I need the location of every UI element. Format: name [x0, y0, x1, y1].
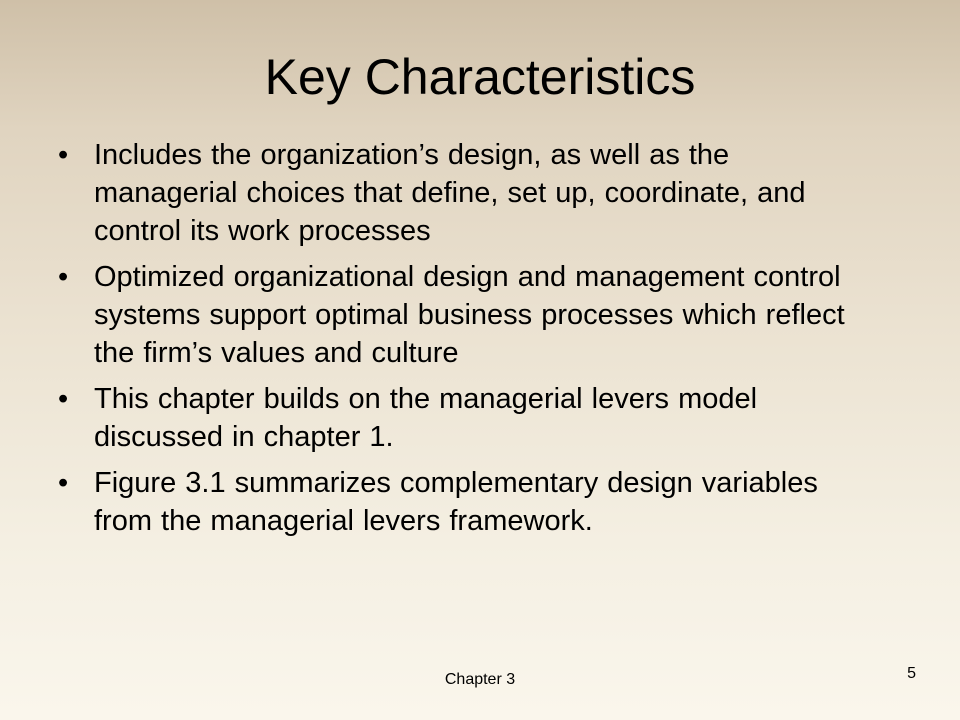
slide-title: Key Characteristics [264, 49, 696, 105]
bullet-item [58, 258, 878, 372]
bullet-marker: • [58, 261, 69, 293]
bullet-item [58, 136, 878, 250]
footer-chapter-label: Chapter 3 [444, 671, 516, 688]
bullet-text: Optimized organizational design and management control systems support optimal business processes which reflect the firm’s values and culture [94, 261, 845, 369]
bullet-item [58, 380, 878, 456]
bullet-text: This chapter builds on the managerial levers model discussed in chapter 1. [94, 383, 758, 453]
bullet-text: Includes the organization’s design, as well as the managerial choices that define, set up, coordinate, and control its work processes [94, 139, 806, 247]
page-number: 5 [907, 665, 916, 682]
bullet-text: Figure 3.1 summarizes complementary design variables from the managerial levers framework. [94, 467, 818, 537]
bullet-list [58, 136, 878, 548]
bullet-marker: • [58, 467, 69, 499]
bullet-marker: • [58, 139, 69, 171]
bullet-item [58, 464, 878, 540]
bullet-marker: • [58, 383, 69, 415]
